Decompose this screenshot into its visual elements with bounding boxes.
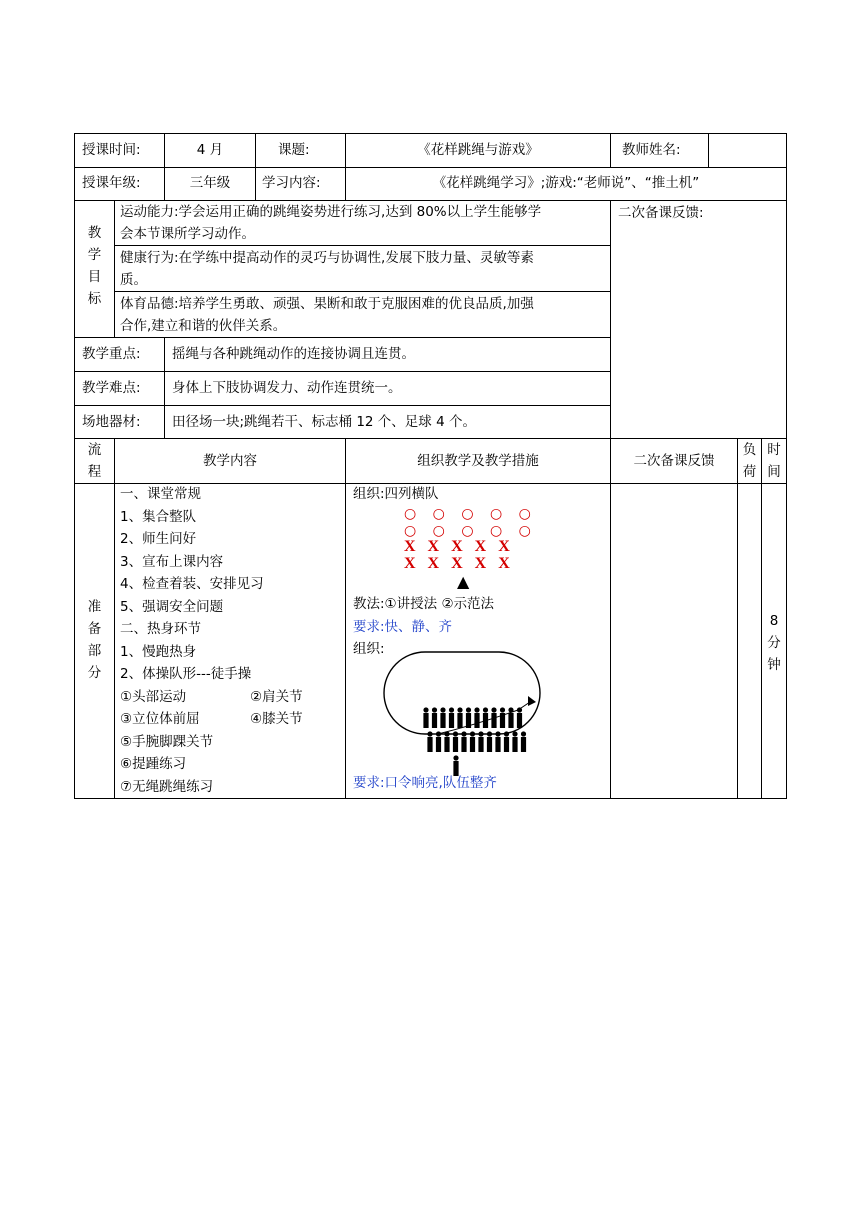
goal-motor-line2: 会本节课所学习动作。: [120, 226, 255, 242]
goals-label: 教 学 目 标: [87, 225, 102, 307]
person-icon: [436, 737, 441, 752]
person-icon: [440, 707, 445, 712]
vrule-labels: [164, 337, 165, 439]
person-icon: [449, 707, 454, 712]
person-icon: [487, 731, 492, 736]
content-label: 学习内容:: [262, 175, 321, 191]
person-icon: [440, 713, 445, 728]
header-feedback: 二次备课反馈: [633, 453, 715, 469]
exercise-item: ④膝关节: [250, 711, 303, 727]
person-icon: [423, 713, 428, 728]
arrow-head: [528, 696, 536, 706]
person-icon: [500, 713, 505, 728]
vrule-org: [610, 438, 611, 799]
goal-ethics-line1: 体育品德:培养学生勇敢、顽强、果断和敢于克服困难的优良品质,加强: [120, 296, 534, 312]
person-icon: [483, 707, 488, 712]
vrule-r1-e: [708, 133, 709, 168]
person-icon: [436, 731, 441, 736]
table-border-right: [786, 133, 787, 799]
prep-phase-label: 准 备 部 分: [87, 599, 102, 681]
grade-value: 三年级: [189, 175, 231, 191]
rule-difficulty: [74, 405, 610, 406]
prep-line: 4、检查着装、安排见习: [120, 576, 264, 592]
person-icon: [444, 731, 449, 736]
person-icon: [457, 713, 462, 728]
person-icon: [521, 731, 526, 736]
person-icon: [504, 731, 509, 736]
person-icon: [483, 713, 488, 728]
vrule-goals-label: [114, 200, 115, 338]
person-icon: [466, 707, 471, 712]
person-icon: [427, 731, 432, 736]
person-icon: [500, 707, 505, 712]
person-icon: [508, 713, 513, 728]
person-icon: [495, 731, 500, 736]
content-value: 《花样跳绳学习》;游戏:“老师说”、“推土机”: [432, 175, 700, 191]
prep-time: 8 分 钟: [767, 613, 781, 673]
goal-motor-line1: 运动能力:学会运用正确的跳绳姿势进行练习,达到 80%以上学生能够学: [120, 204, 542, 220]
exercise-item: ①头部运动: [120, 689, 187, 705]
formation-row-x: X X X X X: [404, 538, 514, 555]
topic-value: 《花样跳绳与游戏》: [417, 142, 539, 158]
person-icon: [487, 737, 492, 752]
rule-goal1: [114, 245, 610, 246]
person-icon: [512, 731, 517, 736]
header-flow: 流 程: [87, 442, 102, 480]
person-icon: [512, 737, 517, 752]
person-icon: [517, 707, 522, 712]
person-icon: [491, 707, 496, 712]
feedback-label-top: 二次备课反馈:: [618, 205, 704, 221]
prep-line: 5、强调安全问题: [120, 599, 224, 615]
requirement-1: 要求:快、静、齐: [353, 619, 453, 635]
vrule-r1-d: [610, 133, 611, 168]
time-value: 4 月: [196, 142, 224, 158]
teaching-method: 教法:①讲授法 ②示范法: [353, 596, 495, 612]
goal-health-line1: 健康行为:在学练中提高动作的灵巧与协调性,发展下肢力量、灵敏等素: [120, 250, 534, 266]
person-icon: [453, 755, 458, 760]
person-icon: [444, 737, 449, 752]
header-time: 时 间: [767, 442, 781, 480]
header-content: 教学内容: [203, 453, 257, 469]
org2-label: 组织:: [353, 641, 385, 657]
person-icon: [470, 731, 475, 736]
table-border-top: [74, 133, 787, 134]
person-icon: [474, 713, 479, 728]
requirement-2: 要求:口令响亮,队伍整齐: [353, 775, 497, 791]
person-icon: [457, 707, 462, 712]
rule-row1: [74, 167, 787, 168]
person-icon: [508, 707, 513, 712]
keypoint-label: 教学重点:: [82, 346, 141, 362]
prep-line: 2、体操队形---徒手操: [120, 666, 252, 682]
vrule-r2-b: [255, 167, 256, 201]
formation-row-circles: ○ ○ ○ ○ ○: [404, 523, 537, 539]
time-label: 授课时间:: [82, 142, 141, 158]
vrule-feedback: [737, 438, 738, 799]
person-icon: [504, 737, 509, 752]
person-icon: [517, 713, 522, 728]
prep-line: 2、师生问好: [120, 531, 197, 547]
goal-ethics-line2: 合作,建立和谐的伙伴关系。: [120, 318, 287, 334]
person-icon: [453, 737, 458, 752]
person-icon: [423, 707, 428, 712]
prep-line: ⑤手腕脚踝关节: [120, 734, 214, 750]
person-icon: [432, 707, 437, 712]
topic-label: 课题:: [278, 142, 310, 158]
prep-line: 一、课堂常规: [120, 486, 201, 502]
org1-label: 组织:四列横队: [353, 486, 439, 502]
running-track-diagram: [378, 646, 550, 776]
rule-keypoint: [74, 371, 610, 372]
prep-line: ⑥提踵练习: [120, 756, 187, 772]
person-icon: [495, 737, 500, 752]
grade-label: 授课年级:: [82, 175, 141, 191]
header-load: 负 荷: [742, 442, 757, 480]
prep-line: 3、宣布上课内容: [120, 554, 224, 570]
vrule-r1-b: [255, 133, 256, 168]
person-icon: [521, 737, 526, 752]
keypoint-value: 摇绳与各种跳绳动作的连接协调且连贯。: [172, 346, 415, 362]
rule-equipment: [74, 438, 787, 439]
person-icon: [466, 713, 471, 728]
person-icon: [427, 737, 432, 752]
person-icon: [453, 731, 458, 736]
equipment-value: 田径场一块;跳绳若干、标志桶 12 个、足球 4 个。: [172, 414, 476, 430]
goal-health-line2: 质。: [120, 272, 147, 288]
equipment-label: 场地器材:: [82, 414, 141, 430]
person-icon: [474, 707, 479, 712]
person-icon: [461, 731, 466, 736]
person-icon: [432, 713, 437, 728]
formation-row-x: X X X X X: [404, 555, 514, 572]
header-organization: 组织教学及教学措施: [417, 453, 539, 469]
person-icon: [461, 737, 466, 752]
prep-line: ⑦无绳跳绳练习: [120, 779, 214, 795]
exercise-item: ②肩关节: [250, 689, 303, 705]
exercise-item: ③立位体前屈: [120, 711, 200, 727]
teacher-label: 教师姓名:: [622, 142, 681, 158]
person-icon: [478, 731, 483, 736]
person-icon: [449, 713, 454, 728]
prep-line: 二、热身环节: [120, 621, 201, 637]
vrule-flow: [114, 438, 115, 799]
teacher-marker: ▲: [457, 572, 470, 591]
formation-row-circles: ○ ○ ○ ○ ○: [404, 506, 537, 522]
difficulty-label: 教学难点:: [82, 380, 141, 396]
person-icon: [491, 713, 496, 728]
vrule-content: [345, 438, 346, 799]
prep-line: 1、慢跑热身: [120, 644, 197, 660]
prep-line: 1、集合整队: [120, 509, 197, 525]
rule-goal2: [114, 291, 610, 292]
vrule-right-feedback: [610, 200, 611, 439]
table-border-bottom: [74, 798, 787, 799]
difficulty-value: 身体上下肢协调发力、动作连贯统一。: [172, 380, 402, 396]
rule-goals-end: [74, 337, 610, 338]
person-icon: [478, 737, 483, 752]
person-icon: [470, 737, 475, 752]
